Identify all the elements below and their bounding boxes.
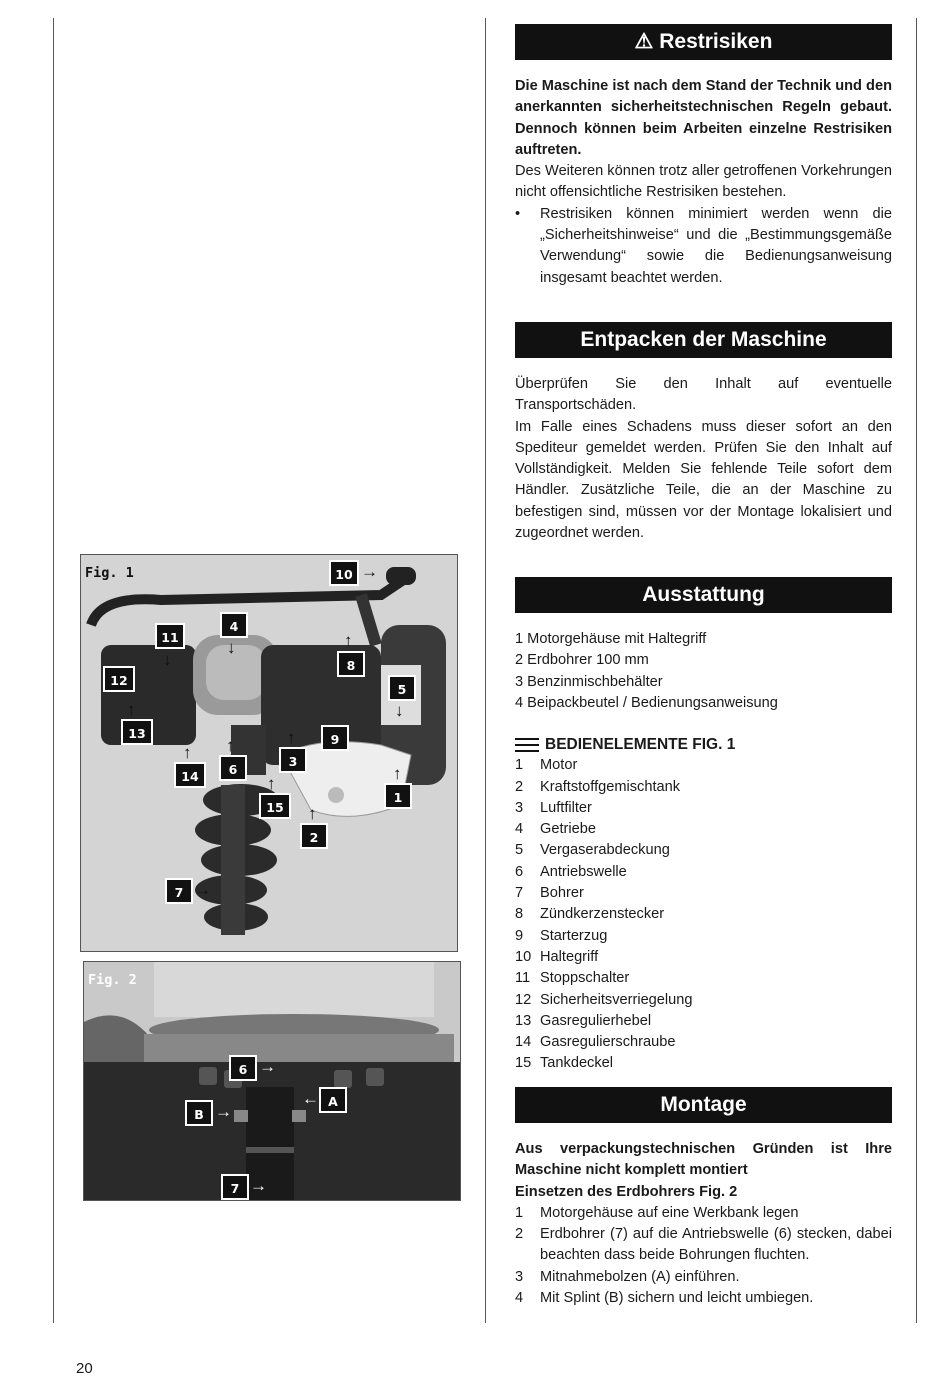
callout-8: 8 [337, 651, 365, 677]
callout-12: 12 [103, 666, 135, 692]
callout-A: A [319, 1087, 347, 1113]
item-text: Antriebswelle [540, 863, 627, 880]
list-item [515, 1011, 892, 1032]
item-text: Stoppschalter [540, 970, 630, 987]
item-text: Gasregulierschraube [540, 1034, 676, 1051]
item-text: Kraftstoffgemischtank [540, 778, 681, 795]
list-item [515, 819, 892, 840]
item-text: Vergaserabdeckung [540, 842, 670, 859]
item-text: Bohrer [540, 885, 584, 902]
figure-2-label: Fig. 2 [88, 972, 137, 988]
item-text: Motorgehäuse auf eine Werkbank legen [540, 1204, 799, 1221]
restrisiken-text: Des Weiteren können trotz aller getroffenen Vorkehrungen nicht offensichtliche Restrisiken bestehen. [515, 163, 892, 201]
arrow-down-icon: ↓ [163, 650, 172, 669]
warning-icon: ⚠ [634, 30, 654, 53]
bedienelemente-section [515, 734, 892, 1075]
item-number: 5 [515, 842, 524, 859]
item-text: Sicherheitsverriegelung [540, 991, 693, 1008]
restrisiken-bold-text: Die Maschine ist nach dem Stand der Technik und den anerkannten sicherheitstechnischen Regeln gebaut. Dennoch können beim Arbeiten einzelne Restrisiken auftreten. [515, 78, 892, 158]
callout-7: 7 [165, 878, 193, 904]
callout-9: 9 [321, 725, 349, 751]
ausstattung-list [515, 629, 892, 714]
callout-11: 11 [155, 623, 185, 649]
item-text: Luftfilter [540, 799, 592, 816]
item-text: Zündkerzenstecker [540, 906, 665, 923]
item-number: 3 [515, 799, 524, 816]
callout-5: 5 [388, 675, 416, 701]
auger-machine-illustration [81, 555, 457, 951]
item-number: 4 [515, 1290, 524, 1307]
montage-bold-text: Aus verpackungstechnischen Gründen ist Ihre Maschine nicht komplett montiert [515, 1141, 892, 1179]
callout-13: 13 [121, 719, 153, 745]
item-number: 11 [515, 970, 531, 987]
restrisiken-bullet [515, 204, 892, 289]
item-number: 4 [515, 821, 524, 838]
bullet-icon: • [515, 205, 521, 222]
list-lines-icon [515, 738, 539, 752]
section-header-restrisiken [515, 24, 892, 60]
item-text: Motor [540, 757, 578, 774]
left-margin-rule [53, 18, 54, 1323]
list-item: 1 Motorgehäuse mit Haltegriff [515, 631, 707, 647]
item-text: Starterzug [540, 927, 608, 944]
item-number: 1 [515, 1204, 524, 1221]
arrow-up-icon: ↑ [308, 804, 317, 823]
arrow-up-icon: ↑ [344, 631, 353, 650]
item-number: 8 [515, 906, 524, 923]
item-number: 7 [515, 885, 524, 902]
arrow-right-icon: → [250, 1176, 267, 1195]
item-text: Mit Splint (B) sichern und leicht umbiegen. [540, 1290, 814, 1307]
arrow-up-icon: ↑ [393, 764, 402, 783]
arrow-right-icon: → [361, 562, 378, 581]
page-number: 20 [76, 1360, 93, 1377]
callout-B: B [185, 1100, 213, 1126]
item-text: Mitnahmebolzen (A) einführen. [540, 1268, 740, 1285]
figure-2 [83, 961, 461, 1201]
item-number: 2 [515, 778, 524, 795]
callout-3: 3 [279, 747, 307, 773]
item-text: Getriebe [540, 821, 596, 838]
list-item [515, 1053, 892, 1074]
bedienelemente-list [515, 755, 892, 1074]
section-header-ausstattung: Ausstattung [515, 577, 892, 613]
bedienelemente-heading [515, 734, 892, 755]
figure-1-label: Fig. 1 [85, 565, 134, 581]
entpacken-body [515, 374, 892, 544]
arrow-up-icon: ↑ [267, 774, 276, 793]
item-number: 15 [515, 1055, 532, 1072]
arrow-down-icon: ↓ [395, 701, 404, 720]
bedienelemente-title: BEDIENELEMENTE FIG. 1 [545, 736, 736, 753]
montage-subheading: Einsetzen des Erdbohrers Fig. 2 [515, 1183, 738, 1200]
list-item [515, 862, 892, 883]
callout-14: 14 [174, 762, 206, 788]
section-title: Restrisiken [659, 30, 773, 53]
list-item: 4 Beipackbeutel / Bedienungsanweisung [515, 694, 778, 711]
arrow-right-icon: → [259, 1057, 276, 1076]
callout-15: 15 [259, 793, 291, 819]
list-item [515, 777, 892, 798]
callout-1: 1 [384, 783, 412, 809]
list-item [515, 968, 892, 989]
item-number: 1 [515, 757, 524, 774]
callout-7: 7 [221, 1174, 249, 1200]
item-number: 2 [515, 1226, 524, 1243]
list-item [515, 755, 892, 776]
item-number: 9 [515, 927, 524, 944]
item-text: Erdbohrer (7) auf die Antriebswelle (6) stecken, dabei beachten dass beide Bohrungen fluchten. [540, 1226, 892, 1264]
entpacken-text-1: Überprüfen Sie den Inhalt auf eventuelle Transportschäden. [515, 376, 892, 414]
item-text: Gasregulierhebel [540, 1012, 652, 1029]
list-item: 3 Benzinmischbehälter [515, 673, 663, 690]
list-item [515, 947, 892, 968]
callout-6: 6 [229, 1055, 257, 1081]
list-item [515, 1288, 892, 1309]
auger-mount-illustration [84, 962, 460, 1200]
item-text: Tankdeckel [540, 1055, 614, 1072]
callout-4: 4 [220, 612, 248, 638]
montage-body [515, 1139, 892, 1309]
montage-steps [515, 1203, 892, 1309]
figure-1 [80, 554, 458, 952]
callout-2: 2 [300, 823, 328, 849]
list-item [515, 840, 892, 861]
arrow-up-icon: ↑ [226, 736, 235, 755]
arrow-up-icon: ↑ [127, 700, 136, 719]
entpacken-text-2: Im Falle eines Schadens muss dieser sofort an den Spediteur gemeldet werden. Prüfen Sie den Inhalt auf Vollständigkeit. Melden Sie fehlende Teile sofort dem Händler. Zusätzliche Teile, die an der Maschine zu befestigen sind, müssen vor der Montage lokalisiert und zugeordnet werden. [515, 418, 892, 542]
list-item: 2 Erdbohrer 100 mm [515, 652, 649, 669]
item-number: 10 [515, 948, 532, 965]
arrow-right-icon: → [194, 880, 211, 899]
callout-10: 10 [329, 560, 359, 586]
item-text: Haltegriff [540, 948, 599, 965]
restrisiken-body [515, 76, 892, 289]
right-margin-rule [916, 18, 917, 1323]
item-number: 14 [515, 1034, 532, 1051]
callout-6: 6 [219, 755, 247, 781]
list-item [515, 1224, 892, 1267]
arrow-left-icon: ← [302, 1089, 319, 1108]
list-item [515, 1032, 892, 1053]
list-item [515, 1267, 892, 1288]
list-item [515, 798, 892, 819]
item-number: 3 [515, 1268, 524, 1285]
bullet-text: Restrisiken können minimiert werden wenn die „Sicherheitshinweise“ und die „Bestimmungsgemäße Verwendung“ sowie die Bedienungsanweisung insgesamt beachtet werden. [540, 205, 892, 286]
item-number: 12 [515, 991, 532, 1008]
list-item [515, 990, 892, 1011]
list-item [515, 926, 892, 947]
arrow-down-icon: ↓ [227, 638, 236, 657]
list-item [515, 1203, 892, 1224]
item-number: 13 [515, 1012, 532, 1029]
section-header-entpacken: Entpacken der Maschine [515, 322, 892, 358]
arrow-up-icon: ↑ [287, 728, 296, 747]
arrow-up-icon: ↑ [183, 743, 192, 762]
column-divider [485, 18, 486, 1323]
section-header-montage: Montage [515, 1087, 892, 1123]
arrow-right-icon: → [215, 1102, 232, 1121]
list-item [515, 883, 892, 904]
item-number: 6 [515, 863, 524, 880]
list-item [515, 904, 892, 925]
